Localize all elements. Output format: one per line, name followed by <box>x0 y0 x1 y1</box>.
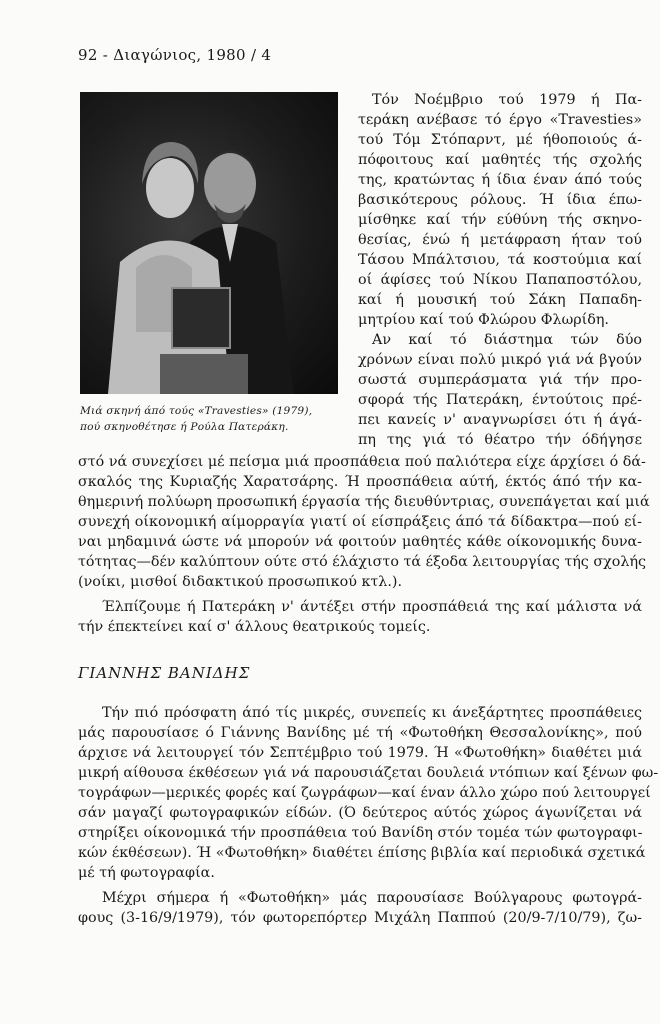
text-line: χρόνων είναι πολύ μικρό γιά νά βγούν <box>358 352 642 368</box>
text-line: τού Τόμ Στόπαρντ, μέ ήθοποιούς ά- <box>358 132 642 148</box>
text-line: μητρίου καί τού Φλώρου Φλωρίδη. <box>358 312 609 328</box>
text-line: σάν μαγαζί φωτογραφικών είδών. (Ό δεύτερος αύτός χώρος άγωνίζεται νά <box>78 805 642 821</box>
caption-line: Μιά σκηνή άπό τούς «Travesties» (1979), <box>80 405 313 417</box>
text-line: τότητας—δέν καλύπτουν ούτε στό έλάχιστο τά έξοδα λειτουργίας τής σχολής <box>78 554 647 570</box>
accordion-shape <box>172 288 230 348</box>
text-line: οί άφίσες τού Νίκου Παπαποστόλου, <box>358 272 642 288</box>
text-line: τήν έπεκτείνει καί σ' άλλους θεατρικούς τομείς. <box>78 619 431 635</box>
text-line: ναι μηδαμινά ώστε νά μπορούν νά φοιτούν μαθητές κάθε οίκονομικής δυνα- <box>78 534 642 550</box>
text-line: πη της γιά τό θέατρο τήν όδήγησε <box>358 432 642 448</box>
text-line: θεσίας, ένώ ή μετάφραση ήταν τού <box>358 232 642 248</box>
text-line: σωστά συμπεράσματα γιά τήν προ- <box>358 372 642 388</box>
text-line: Αν καί τό διάστημα τών δύο <box>372 332 642 348</box>
text-line: στηρίξει οίκονομικά τήν προσπάθεια τού Βανίδη στόν τομέα τών φωτογραφι- <box>78 825 643 841</box>
text-line: μάς παρουσίασε ό Γιάννης Βανίδης μέ τή «Φωτοθήκη Θεσσαλονίκης», πού <box>78 725 642 741</box>
text-line: τεράκη ανέβασε τό έργο «Travesties» <box>358 112 642 128</box>
text-line: βασικότερους ρόλους. Ή ίδια έπω- <box>358 192 642 208</box>
text-line: φους (3-16/9/1979), τόν φωτορεπόρτερ Μιχάλη Παππού (20/9-7/10/79), ζω- <box>78 910 642 926</box>
text-line: στό νά συνεχίσει μέ πείσμα μιά προσπάθεια πού παλιότερα είχε άρχίσει ό δά- <box>78 454 646 470</box>
text-line: μέ τή φωτογραφία. <box>78 865 215 881</box>
text-line: συνεχή οίκονομική αίμορραγία γιατί οί είσπράξεις άπό τά δίδακτρα—πού εί- <box>78 514 642 530</box>
text-line: της, κρατώντας ή ίδια έναν άπό τούς <box>358 172 642 188</box>
theatre-scene-photo <box>80 92 338 394</box>
text-line: Τάσου Μπάλτσιου, τά κοστούμια καί <box>358 252 642 268</box>
text-line: Μέχρι σήμερα ή «Φωτοθήκη» μάς παρουσίασε Βούλγαρους φωτογρά- <box>102 890 642 906</box>
text-line: σκαλός της Κυριαζής Χαρατσάρης. Ή προσπάθεια αύτή, έκτός άπό τήν κα- <box>78 474 642 490</box>
text-line: καί ή μουσική τού Σάκη Παπαδη- <box>358 292 642 308</box>
page-header: 92 - Διαγώνιος, 1980 / 4 <box>78 46 272 64</box>
text-line: τογράφων—μερικές φορές καί ζωγράφων—καί έναν άλλο χώρο πού λειτουργεί <box>78 785 651 801</box>
text-line: άρχισε νά λειτουργεί τόν Σεπτέμβριο τού 1979. Ή «Φωτοθήκη» διαθέτει μιά <box>78 745 642 761</box>
text-line: (νοίκι, μισθοί διδακτικού προσωπικού κτλ.). <box>78 574 403 590</box>
photo-caption <box>80 403 342 435</box>
text-line: Τήν πιό πρόσφατη άπό τίς μικρές, συνεπείς κι άνεξάρτητες προσπάθειες <box>102 705 642 721</box>
caption-line: πού σκηνοθέτησε ή Ρούλα Πατεράκη. <box>80 421 289 433</box>
text-line: θημερινή πολύωρη προσωπική έργασία τής διευθύντριας, συνεπάγεται καί μιά <box>78 494 650 510</box>
text-line: μικρή αίθουσα έκθέσεων γιά νά παρουσιάζεται δουλειά ντόπιων καί ξένων φω- <box>78 765 659 781</box>
text-line: μίσθηκε καί τήν εύθύνη τής σκηνο- <box>358 212 642 228</box>
woman-face-shape <box>146 158 194 218</box>
text-line: πει κανείς ν' αναγνωρίσει ότι ή άγά- <box>358 412 642 428</box>
text-line: κών έκθέσεων). Ή «Φωτοθήκη» διαθέτει έπίσης βιβλία καί περιοδικά σχετικά <box>78 845 646 861</box>
text-line: Έλπίζουμε ή Πατεράκη ν' άντέξει στήν προσπάθειά της καί μάλιστα νά <box>102 599 642 615</box>
photo-illustration <box>80 92 338 394</box>
section-heading: ΓΙΑΝΝΗΣ ΒΑΝΙΔΗΣ <box>78 664 251 682</box>
text-line: σφορά τής Πατεράκη, έντούτοις πρέ- <box>358 392 642 408</box>
text-line: πόφοιτους καί μαθητές τής σχολής <box>358 152 642 168</box>
text-line: Τόν Νοέμβριο τού 1979 ή Πα- <box>372 92 642 108</box>
man-face-shape <box>204 152 256 216</box>
